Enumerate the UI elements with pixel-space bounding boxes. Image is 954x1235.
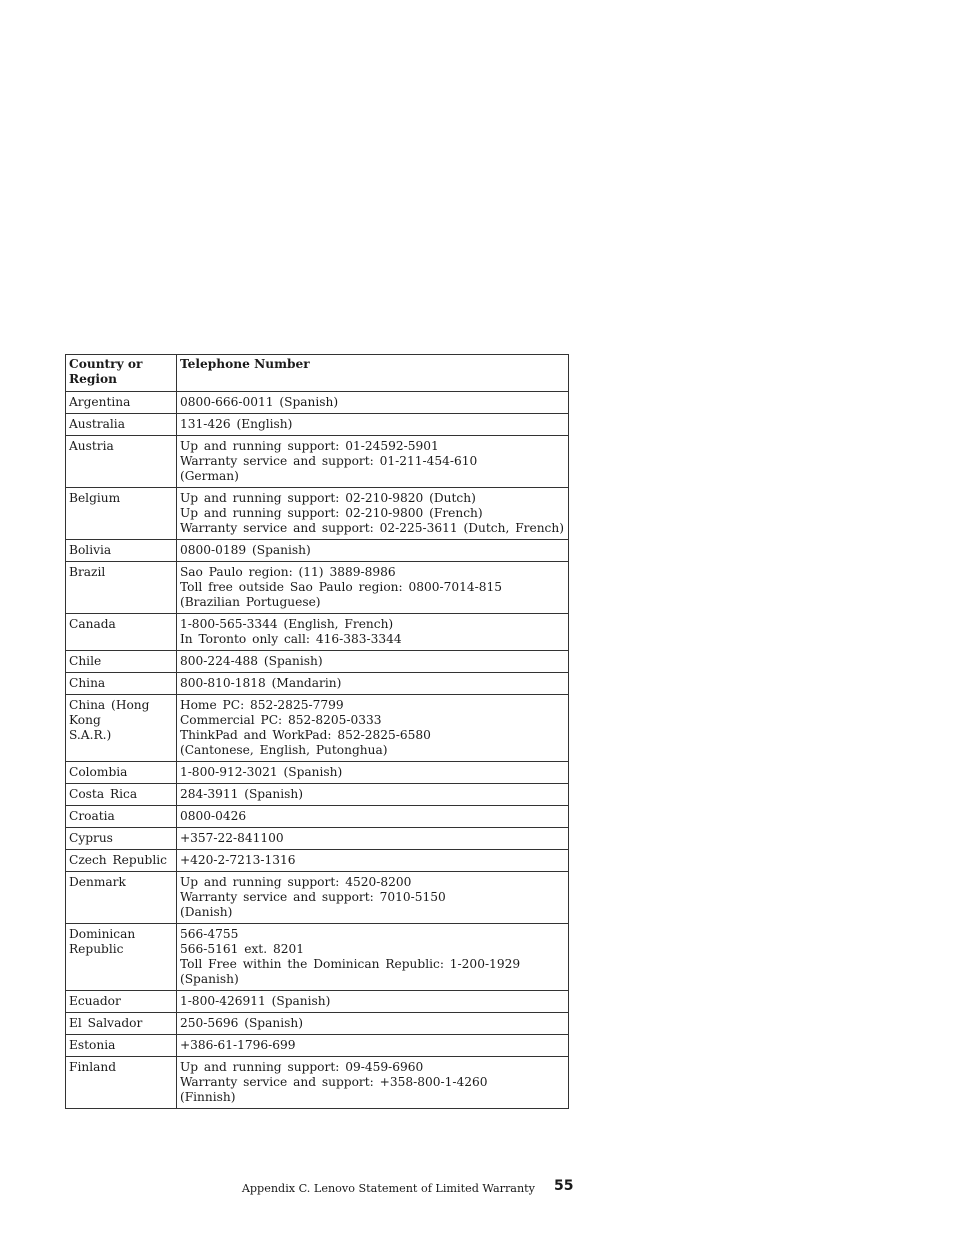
country-cell	[66, 1035, 177, 1057]
telephone-line: (Danish)	[179, 905, 233, 919]
country-cell	[66, 850, 177, 872]
table-body	[66, 392, 569, 1109]
country-name: Ecuador	[69, 994, 121, 1008]
country-name: Dominican Republic	[69, 927, 136, 956]
table-row	[66, 784, 569, 806]
table-row	[66, 828, 569, 850]
table-row	[66, 924, 569, 991]
telephone-cell	[176, 872, 568, 924]
country-cell	[66, 562, 177, 614]
telephone-line: 250-5696 (Spanish)	[179, 1016, 303, 1030]
country-name: Croatia	[69, 809, 115, 823]
country-name: Estonia	[69, 1038, 116, 1052]
telephone-line: +386-61-1796-699	[179, 1038, 296, 1052]
country-name: Bolivia	[69, 543, 112, 557]
country-column-header: Country or Region	[66, 355, 177, 392]
country-name: Argentina	[69, 395, 131, 409]
telephone-line: Up and running support: 01-24592-5901	[179, 439, 439, 453]
telephone-cell	[176, 436, 568, 488]
telephone-cell	[176, 414, 568, 436]
page-number: 55	[554, 1178, 574, 1194]
table-row	[66, 695, 569, 762]
country-name: China (Hong Kong	[69, 698, 150, 727]
telephone-line: 800-224-488 (Spanish)	[179, 654, 323, 668]
country-name: Chile	[69, 654, 102, 668]
telephone-line: (German)	[179, 469, 239, 483]
telephone-line: 0800-0426	[179, 809, 247, 823]
country-cell	[66, 414, 177, 436]
table-row	[66, 651, 569, 673]
country-cell	[66, 924, 177, 991]
telephone-cell	[176, 1013, 568, 1035]
phone-column-header: Telephone Number	[176, 355, 568, 392]
country-cell	[66, 488, 177, 540]
telephone-cell	[176, 784, 568, 806]
country-name: Denmark	[69, 875, 126, 889]
country-name: Finland	[69, 1060, 117, 1074]
country-cell	[66, 872, 177, 924]
telephone-cell	[176, 540, 568, 562]
telephone-line: (Spanish)	[179, 972, 239, 986]
country-name: El Salvador	[69, 1016, 143, 1030]
telephone-cell	[176, 991, 568, 1013]
telephone-cell	[176, 651, 568, 673]
country-cell	[66, 1013, 177, 1035]
country-name: Czech Republic	[69, 853, 167, 867]
telephone-cell	[176, 488, 568, 540]
telephone-line: 0800-666-0011 (Spanish)	[179, 395, 339, 409]
table-row	[66, 414, 569, 436]
country-cell	[66, 651, 177, 673]
country-cell	[66, 614, 177, 651]
country-cell	[66, 673, 177, 695]
table-row	[66, 1013, 569, 1035]
telephone-line: (Brazilian Portuguese)	[179, 595, 321, 609]
telephone-line: 800-810-1818 (Mandarin)	[179, 676, 342, 690]
telephone-line: 1-800-565-3344 (English, French)	[179, 617, 394, 631]
telephone-line: Commercial PC: 852-8205-0333	[179, 713, 382, 727]
country-name: Canada	[69, 617, 116, 631]
country-name: Austria	[69, 439, 114, 453]
country-cell	[66, 436, 177, 488]
telephone-cell	[176, 828, 568, 850]
telephone-line: Warranty service and support: 7010-5150	[179, 890, 446, 904]
telephone-line: 0800-0189 (Spanish)	[179, 543, 311, 557]
telephone-line: (Finnish)	[179, 1090, 236, 1104]
table-row	[66, 614, 569, 651]
telephone-cell	[176, 392, 568, 414]
table-row	[66, 1035, 569, 1057]
telephone-line: Toll Free within the Dominican Republic: 1-200-1929	[179, 957, 521, 971]
telephone-cell	[176, 850, 568, 872]
country-name: China	[69, 676, 106, 690]
table-row	[66, 991, 569, 1013]
country-cell	[66, 784, 177, 806]
table-row	[66, 1057, 569, 1109]
telephone-line: 1-800-426911 (Spanish)	[179, 994, 331, 1008]
country-name: Australia	[69, 417, 125, 431]
telephone-line: +357-22-841100	[179, 831, 284, 845]
telephone-line: +420-2-7213-1316	[179, 853, 296, 867]
country-name: Cyprus	[69, 831, 113, 845]
telephone-line: 566-4755	[179, 927, 239, 941]
telephone-line: Up and running support: 09-459-6960	[179, 1060, 424, 1074]
telephone-line: ThinkPad and WorkPad: 852-2825-6580	[179, 728, 431, 742]
telephone-support-table	[65, 354, 569, 1109]
country-cell	[66, 1057, 177, 1109]
telephone-cell	[176, 1057, 568, 1109]
table-row	[66, 762, 569, 784]
telephone-line: Sao Paulo region: (11) 3889-8986	[179, 565, 396, 579]
table-row	[66, 806, 569, 828]
telephone-cell	[176, 762, 568, 784]
country-cell	[66, 392, 177, 414]
table-row	[66, 872, 569, 924]
telephone-line: Home PC: 852-2825-7799	[179, 698, 344, 712]
telephone-line: 131-426 (English)	[179, 417, 293, 431]
country-cell	[66, 695, 177, 762]
country-name: Costa Rica	[69, 787, 138, 801]
table-row	[66, 850, 569, 872]
telephone-line: Warranty service and support: 02-225-3611 (Dutch, French)	[179, 521, 564, 535]
telephone-line: Warranty service and support: 01-211-454-610	[179, 454, 478, 468]
telephone-line: In Toronto only call: 416-383-3344	[179, 632, 402, 646]
telephone-cell	[176, 614, 568, 651]
telephone-line: Up and running support: 4520-8200	[179, 875, 412, 889]
telephone-line: Up and running support: 02-210-9820 (Dutch)	[179, 491, 476, 505]
country-name: S.A.R.)	[69, 728, 112, 742]
telephone-line: 1-800-912-3021 (Spanish)	[179, 765, 343, 779]
table-row	[66, 673, 569, 695]
telephone-cell	[176, 562, 568, 614]
country-cell	[66, 806, 177, 828]
telephone-cell	[176, 1035, 568, 1057]
table-row	[66, 488, 569, 540]
telephone-line: 566-5161 ext. 8201	[179, 942, 304, 956]
telephone-cell	[176, 695, 568, 762]
country-cell	[66, 828, 177, 850]
table-row	[66, 436, 569, 488]
telephone-cell	[176, 924, 568, 991]
telephone-line: 284-3911 (Spanish)	[179, 787, 303, 801]
country-name: Belgium	[69, 491, 121, 505]
telephone-line: (Cantonese, English, Putonghua)	[179, 743, 388, 757]
country-name: Brazil	[69, 565, 106, 579]
telephone-line: Up and running support: 02-210-9800 (French)	[179, 506, 483, 520]
page-footer	[0, 1178, 954, 1202]
table-row	[66, 392, 569, 414]
telephone-cell	[176, 673, 568, 695]
table-header-row	[66, 355, 569, 392]
table-row	[66, 540, 569, 562]
table-row	[66, 562, 569, 614]
country-name: Colombia	[69, 765, 128, 779]
country-cell	[66, 540, 177, 562]
country-cell	[66, 762, 177, 784]
country-cell	[66, 991, 177, 1013]
telephone-line: Warranty service and support: +358-800-1-4260	[179, 1075, 488, 1089]
telephone-cell	[176, 806, 568, 828]
footer-title: Appendix C. Lenovo Statement of Limited Warranty	[241, 1182, 535, 1195]
telephone-line: Toll free outside Sao Paulo region: 0800-7014-815	[179, 580, 503, 594]
